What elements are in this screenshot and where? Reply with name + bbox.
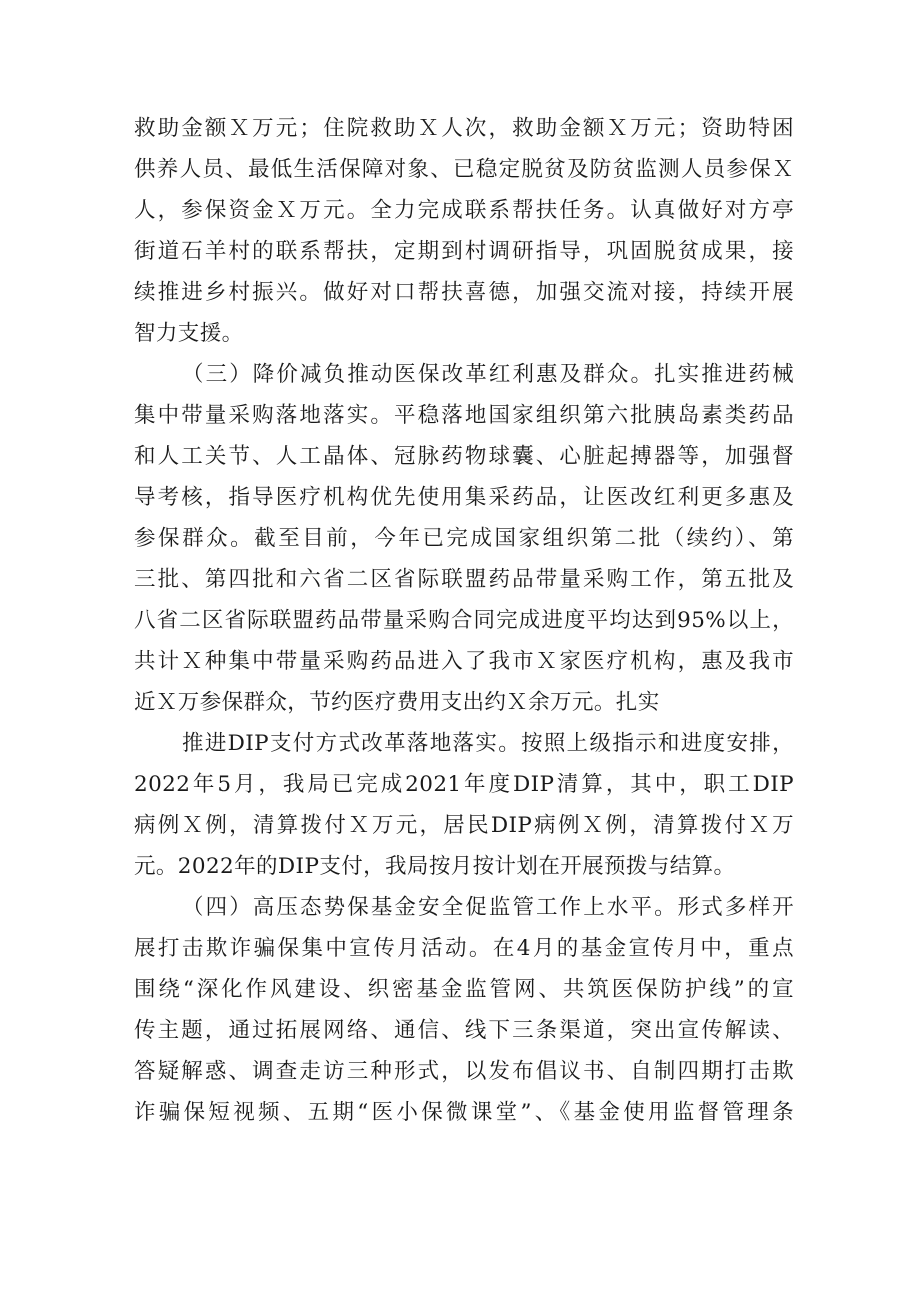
text-line: 人，参保资金Ｘ万元。全力完成联系帮扶任务。认真做好对方亭	[134, 198, 794, 223]
text-line: 元。2022年的DIP支付，我局按月按计划在开展预拨与结算。	[134, 854, 736, 879]
section-heading-line: （三）降价减负推动医保改革红利惠及群众。扎实推进药械	[182, 362, 794, 387]
text-line: 答疑解惑、调查走访三种形式，以发布倡议书、自制四期打击欺	[134, 1059, 794, 1084]
text-line: 智力支援。	[134, 321, 244, 346]
text-line: 街道石羊村的联系帮扶，定期到村调研指导，巩固脱贫成果，接	[134, 239, 794, 264]
text-line: 导考核，指导医疗机构优先使用集采药品，让医改红利更多惠及	[134, 485, 794, 510]
text-line: 2022年5月，我局已完成2021年度DIP清算，其中，职工DIP	[134, 772, 794, 797]
text-line: 集中带量采购落地落实。平稳落地国家组织第六批胰岛素类药品	[134, 403, 794, 428]
paragraph-section-4	[134, 887, 794, 1133]
text-line: 近Ｘ万参保群众，节约医疗费用支出约Ｘ余万元。扎实	[134, 690, 660, 715]
text-line: 三批、第四批和六省二区省际联盟药品带量采购工作，第五批及	[134, 567, 794, 592]
document-body	[134, 108, 794, 1133]
text-line: 围绕“深化作风建设、织密基金监管网、共筑医保防护线”的宣	[134, 977, 794, 1002]
text-line: 八省二区省际联盟药品带量采购合同完成进度平均达到95%以上，	[134, 608, 794, 633]
text-line: 和人工关节、人工晶体、冠脉药物球囊、心脏起搏器等，加强督	[134, 444, 794, 469]
paragraph-section-3	[134, 354, 794, 723]
text-line: 续推进乡村振兴。做好对口帮扶喜德，加强交流对接，持续开展	[134, 280, 794, 305]
text-line: 供养人员、最低生活保障对象、已稳定脱贫及防贫监测人员参保Ｘ	[134, 157, 794, 182]
text-line: 参保群众。截至目前，今年已完成国家组织第二批（续约）、第	[134, 526, 794, 551]
section-heading-line: （四）高压态势保基金安全促监管工作上水平。形式多样开	[182, 895, 794, 920]
paragraph-medical-aid	[134, 108, 794, 354]
text-line: 病例Ｘ例，清算拨付Ｘ万元，居民DIP病例Ｘ例，清算拨付Ｘ万	[134, 813, 794, 838]
text-line: 共计Ｘ种集中带量采购药品进入了我市Ｘ家医疗机构，惠及我市	[134, 649, 794, 674]
text-line: 展打击欺诈骗保集中宣传月活动。在4月的基金宣传月中，重点	[134, 936, 794, 961]
text-line: 传主题，通过拓展网络、通信、线下三条渠道，突出宣传解读、	[134, 1018, 794, 1043]
paragraph-dip-payment	[134, 723, 794, 887]
text-line: 诈骗保短视频、五期“医小保微课堂”、《基金使用监督管理条	[134, 1100, 794, 1125]
text-line: 推进DIP支付方式改革落地落实。按照上级指示和进度安排，	[182, 731, 794, 756]
text-line: 救助金额Ｘ万元；住院救助Ｘ人次，救助金额Ｘ万元；资助特困	[134, 116, 794, 141]
